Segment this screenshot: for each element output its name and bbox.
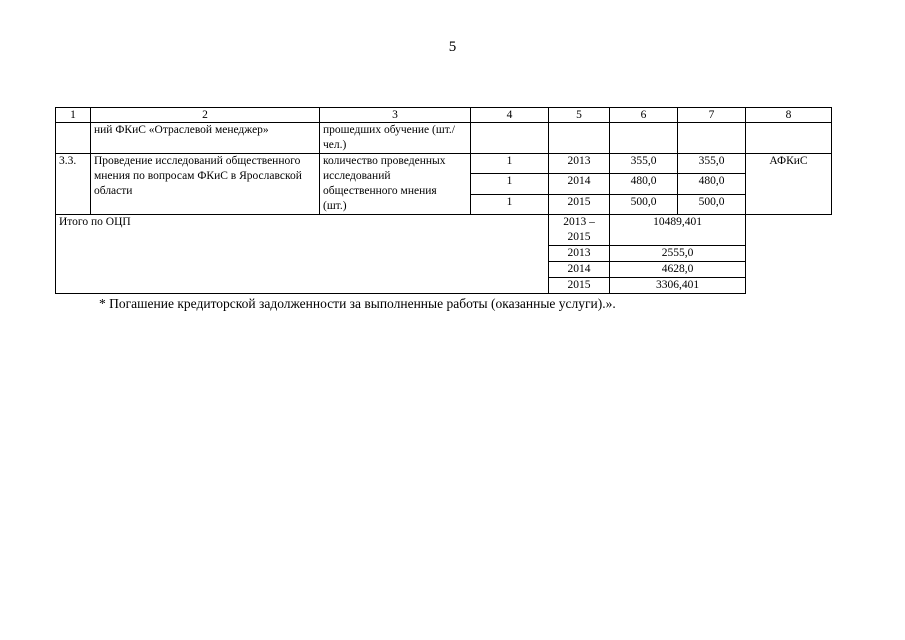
cell-empty <box>471 123 549 154</box>
cell-empty <box>678 123 746 154</box>
header-cell: 3 <box>320 108 471 123</box>
total-amount: 10489,401 <box>610 215 746 246</box>
indicator-value: 1 <box>471 194 549 214</box>
cell-empty <box>746 215 832 294</box>
total-period: 2013 – 2015 <box>549 215 610 246</box>
cell-empty <box>746 123 832 154</box>
total-amount: 2555,0 <box>610 246 746 262</box>
program-table <box>55 107 832 294</box>
cell-empty <box>610 123 678 154</box>
total-amount: 4628,0 <box>610 262 746 278</box>
item-number: 3.3. <box>56 154 91 215</box>
planned-amount: 355,0 <box>610 154 678 174</box>
header-cell: 6 <box>610 108 678 123</box>
header-cell: 8 <box>746 108 832 123</box>
item-name: Проведение исследований общественного мнения по вопросам ФКиС в Ярославской области <box>91 154 320 215</box>
header-cell: 1 <box>56 108 91 123</box>
year: 2015 <box>549 194 610 214</box>
executor: АФКиС <box>746 154 832 215</box>
item-row <box>56 154 832 174</box>
page-number: 5 <box>448 39 457 55</box>
header-cell: 5 <box>549 108 610 123</box>
item-indicator: количество проведенных исследований общественного мнения (шт.) <box>320 154 471 215</box>
header-cell: 2 <box>91 108 320 123</box>
year: 2013 <box>549 154 610 174</box>
header-cell: 7 <box>678 108 746 123</box>
cell-empty <box>549 123 610 154</box>
indicator-value: 1 <box>471 154 549 174</box>
total-period: 2014 <box>549 262 610 278</box>
continuation-indicator: прошедших обучение (шт./чел.) <box>320 123 471 154</box>
funded-amount: 500,0 <box>678 194 746 214</box>
indicator-value: 1 <box>471 174 549 194</box>
header-row <box>56 108 832 123</box>
funded-amount: 480,0 <box>678 174 746 194</box>
total-label: Итого по ОЦП <box>56 215 549 294</box>
total-amount: 3306,401 <box>610 278 746 294</box>
funded-amount: 355,0 <box>678 154 746 174</box>
total-row <box>56 215 832 246</box>
total-period: 2015 <box>549 278 610 294</box>
continuation-name: ний ФКиС «Отраслевой менеджер» <box>91 123 320 154</box>
footnote: * Погашение кредиторской задолженности за выполненные работы (оказанные услуги).». <box>99 296 616 311</box>
year: 2014 <box>549 174 610 194</box>
continuation-row <box>56 123 832 154</box>
header-cell: 4 <box>471 108 549 123</box>
cell-empty <box>56 123 91 154</box>
planned-amount: 500,0 <box>610 194 678 214</box>
total-period: 2013 <box>549 246 610 262</box>
planned-amount: 480,0 <box>610 174 678 194</box>
